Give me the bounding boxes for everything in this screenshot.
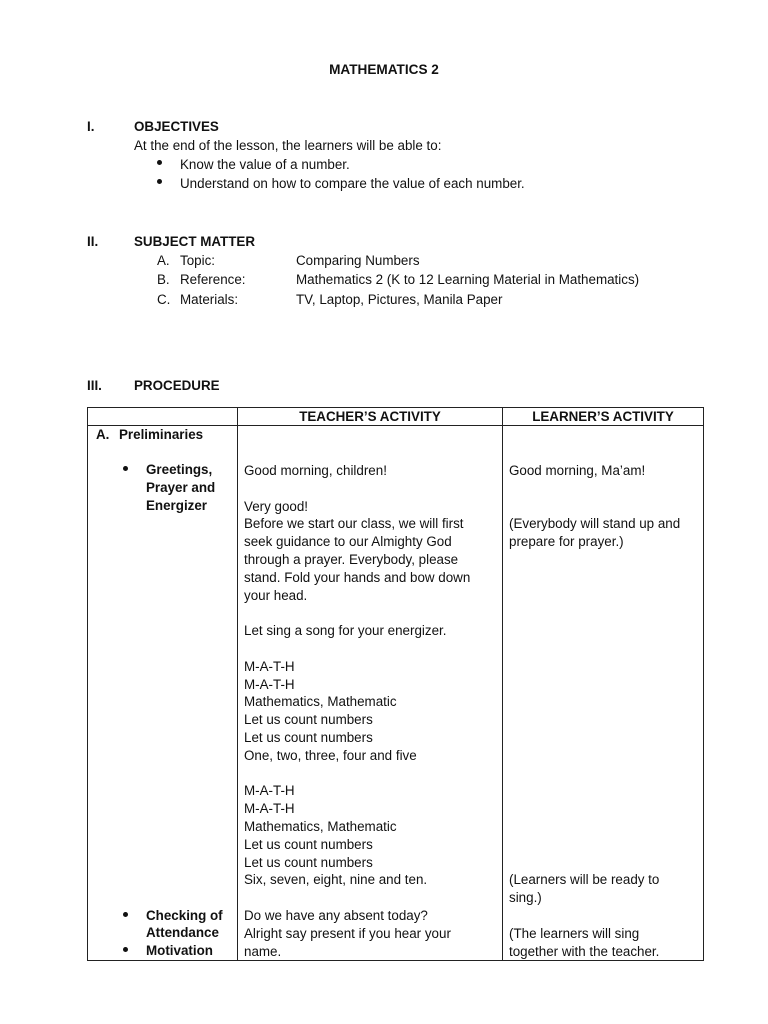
sub-item-label: Prayer and <box>146 480 216 495</box>
bullet-icon <box>157 160 162 165</box>
learner-line: (The learners will sing <box>509 925 640 941</box>
objective-item: Understand on how to compare the value of each number. <box>180 176 525 191</box>
blank-line <box>509 765 697 783</box>
subject-letter: A. <box>157 253 170 268</box>
subject-numeral: II. <box>87 234 99 249</box>
blank-line <box>509 569 697 587</box>
blank-line <box>509 711 697 729</box>
teacher-line: Let us count numbers <box>244 854 373 870</box>
blank-line <box>509 747 697 765</box>
section-label: Preliminaries <box>119 427 204 442</box>
learner-line: (Everybody will stand up and <box>509 516 681 532</box>
teacher-line: Good morning, children! <box>244 463 387 478</box>
subject-label: Reference: <box>180 272 246 287</box>
procedure-table <box>87 407 704 961</box>
blank-line <box>509 836 697 854</box>
subject-letter: B. <box>157 272 170 287</box>
bullet-icon <box>123 912 128 917</box>
teacher-activity-cell <box>238 426 503 961</box>
teacher-line: Six, seven, eight, nine and ten. <box>244 872 428 888</box>
blank-line <box>509 782 697 800</box>
objective-item: Know the value of a number. <box>180 157 350 172</box>
subject-letter: C. <box>157 292 171 307</box>
learner-line: sing.) <box>509 890 542 906</box>
teacher-line: M-A-T-H <box>244 783 295 799</box>
blank-line <box>244 604 496 622</box>
blank-line <box>509 587 697 605</box>
blank-line <box>244 640 496 658</box>
bullet-icon <box>157 179 162 184</box>
blank-line <box>509 604 697 622</box>
header-teacher-activity: TEACHER’S ACTIVITY <box>238 408 503 426</box>
teacher-line: M-A-T-H <box>244 658 295 674</box>
bullet-icon <box>123 947 128 952</box>
phase-cell <box>88 426 238 961</box>
blank-line <box>509 693 697 711</box>
sub-item-label: Energizer <box>146 498 208 513</box>
learner-line: Good morning, Ma’am! <box>509 463 646 478</box>
teacher-line: M-A-T-H <box>244 676 295 692</box>
blank-line <box>509 907 697 925</box>
blank-line <box>509 498 697 516</box>
teacher-line: Let us count numbers <box>244 729 373 745</box>
teacher-line: Mathematics, Mathematic <box>244 694 397 710</box>
subject-value: TV, Laptop, Pictures, Manila Paper <box>296 292 503 307</box>
teacher-line: Before we start our class, we will first <box>244 516 464 532</box>
table-header-row <box>88 408 704 426</box>
learner-line: (Learners will be ready to <box>509 872 660 888</box>
teacher-line: Alright say present if you hear your <box>244 925 451 941</box>
learner-activity-cell <box>503 426 704 961</box>
teacher-line: Do we have any absent today? <box>244 907 428 923</box>
blank-line <box>509 480 697 498</box>
learner-line: together with the teacher. <box>509 943 660 959</box>
teacher-line: seek guidance to our Almighty God <box>244 534 452 550</box>
blank-line <box>509 622 697 640</box>
procedure-heading: PROCEDURE <box>134 378 220 393</box>
header-learner-activity: LEARNER’S ACTIVITY <box>503 408 704 426</box>
teacher-line: Let us count numbers <box>244 712 373 728</box>
teacher-line: Very good! <box>244 498 309 514</box>
teacher-line: Let us count numbers <box>244 836 373 852</box>
sub-item-label: Motivation <box>146 943 213 958</box>
subject-value: Comparing Numbers <box>296 253 420 268</box>
blank-line <box>509 640 697 658</box>
teacher-line: One, two, three, four and five <box>244 747 417 763</box>
teacher-line: your head. <box>244 587 308 603</box>
teacher-line: Mathematics, Mathematic <box>244 818 397 834</box>
procedure-numeral: III. <box>87 378 102 393</box>
subject-label: Materials: <box>180 292 239 307</box>
blank-line <box>244 480 496 498</box>
sub-item-label: Greetings, <box>146 462 213 477</box>
sub-item-label: Checking of <box>146 908 223 923</box>
table-row <box>88 426 704 961</box>
blank-line <box>509 818 697 836</box>
subject-value: Mathematics 2 (K to 12 Learning Material in Mathematics) <box>296 272 640 287</box>
blank-line <box>509 551 697 569</box>
header-blank <box>88 408 238 426</box>
teacher-line: through a prayer. Everybody, please <box>244 551 459 567</box>
blank-line <box>509 854 697 872</box>
objectives-heading: OBJECTIVES <box>134 119 219 134</box>
document-title: MATHEMATICS 2 <box>329 62 439 77</box>
objectives-numeral: I. <box>87 119 95 134</box>
blank-line <box>509 800 697 818</box>
learner-line: prepare for prayer.) <box>509 534 624 550</box>
bullet-icon <box>123 466 128 471</box>
blank-line <box>509 658 697 676</box>
teacher-line: Let sing a song for your energizer. <box>244 623 447 639</box>
teacher-line: M-A-T-H <box>244 801 295 817</box>
blank-line <box>244 889 496 907</box>
subject-heading: SUBJECT MATTER <box>134 234 256 249</box>
teacher-line: stand. Fold your hands and bow down <box>244 569 471 585</box>
sub-item-label: Attendance <box>146 925 219 940</box>
subject-label: Topic: <box>180 253 215 268</box>
blank-line <box>509 729 697 747</box>
blank-line <box>244 765 496 783</box>
teacher-line: name. <box>244 943 282 959</box>
objectives-intro: At the end of the lesson, the learners will be able to: <box>134 138 442 153</box>
section-letter: A. <box>96 427 110 442</box>
blank-line <box>509 676 697 694</box>
